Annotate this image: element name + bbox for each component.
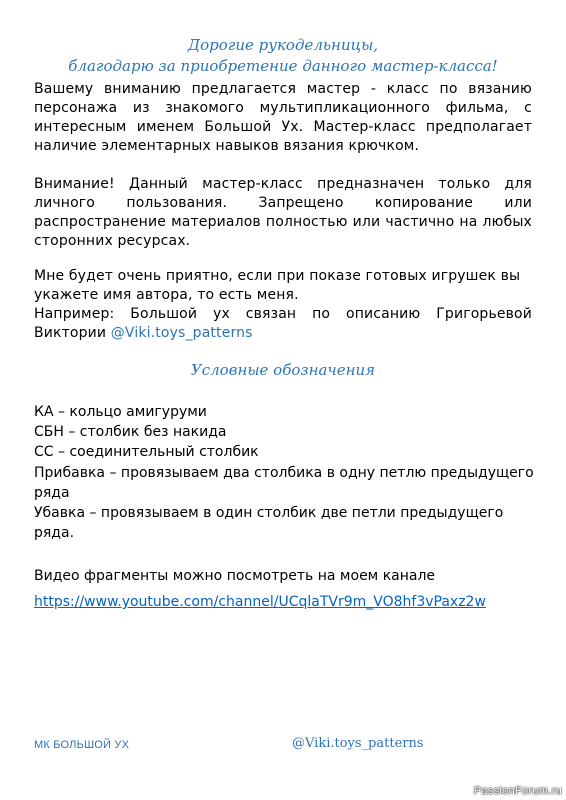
legend-item-ss: СС – соединительный столбик: [34, 444, 259, 461]
legend-section: [20, 360, 546, 381]
footer-handle: @Viki.toys_patterns: [292, 736, 424, 751]
example-paragraph: [34, 305, 532, 343]
legend-item-increase: Прибавка – провязываем два столбика в одну петлю предыдущего ряда: [34, 464, 534, 501]
intro-paragraph: Вашему вниманию предлагается мастер - класс по вязанию персонажа из знакомого мультипликационного фильма, с интересным именем Большой Ух. Мастер-класс предполагает наличие элементарных навыков вязания крючком.: [34, 81, 532, 154]
legend-title: Условные обозначения: [190, 361, 376, 379]
author-handle: @Viki.toys_patterns: [110, 325, 253, 341]
example-text: Например: Большой ух связан по описанию Григорьевой Виктории: [34, 306, 532, 341]
site-watermark: PassionForum.ru: [473, 785, 562, 797]
youtube-channel-link[interactable]: https://www.youtube.com/channel/UCqlaTVr9m_VO8hf3vPaxz2w: [34, 594, 486, 610]
legend-list: [34, 402, 534, 543]
footer-title: МК БОЛЬШОЙ УХ: [34, 739, 130, 751]
video-text: Видео фрагменты можно посмотреть на моем канале: [34, 568, 436, 584]
greeting-line-1: Дорогие рукодельницы,: [187, 36, 379, 54]
legend-item-ka: КА – кольцо амигуруми: [34, 404, 207, 420]
greeting-heading: [20, 35, 546, 77]
author-request-paragraph: Мне будет очень приятно, если при показе готовых игрушек вы укажете имя автора, то есть меня.: [34, 268, 521, 303]
greeting-line-2: благодарю за приобретение данного мастер-класса!: [68, 57, 498, 75]
legend-item-sbn: СБН – столбик без накида: [34, 424, 227, 441]
warning-paragraph: Внимание! Данный мастер-класс предназначен только для личного пользования. Запрещено копирование или распространение материалов полностью или частично на любых сторонних ресурсах.: [34, 176, 532, 249]
legend-item-decrease: Убавка – провязываем в один столбик две петли предыдущего ряда.: [34, 505, 504, 542]
